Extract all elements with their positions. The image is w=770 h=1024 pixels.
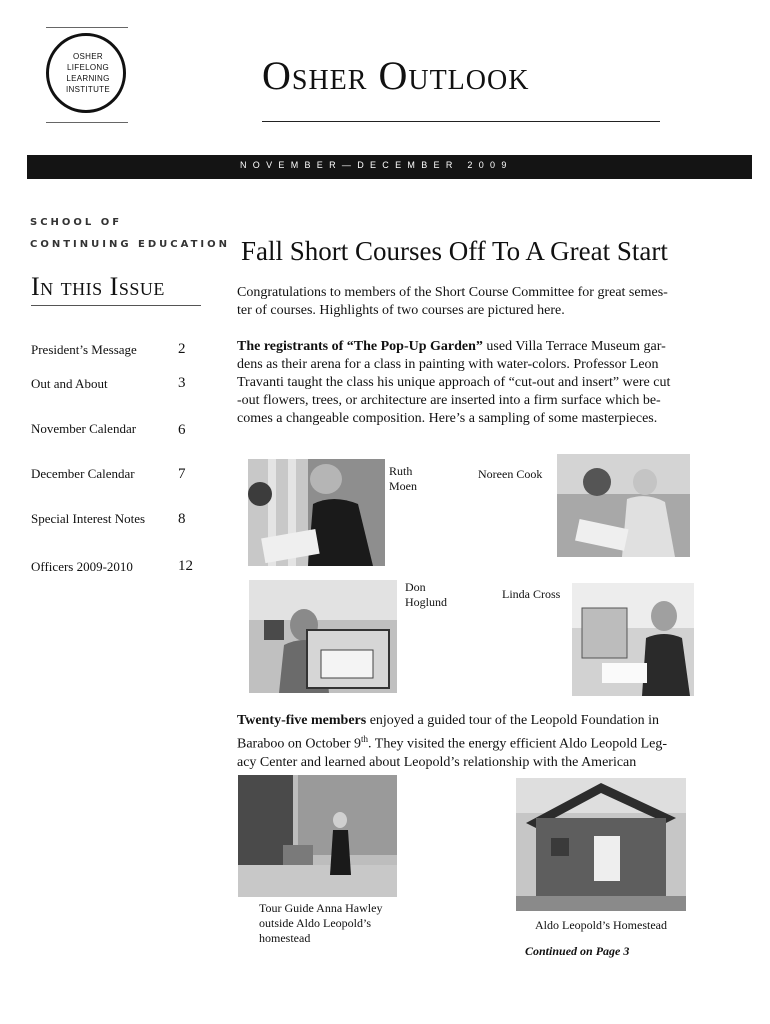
popup-garden-paragraph [237,338,711,428]
article-headline: Fall Short Courses Off To A Great Start [241,236,668,266]
toc-item-page: 6 [178,422,186,438]
text-run: . They visited the energy efficient Aldo Leopold Leg- [368,736,668,752]
school-line: CONTINUING EDUCATION [30,239,230,250]
continued-link[interactable]: Continued on Page 3 [525,944,630,958]
photo-tour-guide [238,775,397,897]
toc-item-label: December Calendar [31,466,135,481]
caption-line: Moen [389,479,417,493]
text-line: acy Center and learned about Leopold’s relationship with the American [237,754,637,770]
issue-rule [31,305,201,306]
caption-line: Don [405,580,426,594]
text-line [237,712,711,730]
text-run: Baraboo on October 9 [237,736,362,752]
text-line: ter of courses. Highlights of two courses are pictured here. [237,303,565,318]
toc-item-page: 12 [178,558,193,574]
toc-item-label: Special Interest Notes [31,511,146,526]
toc-item-page: 3 [178,375,186,391]
toc-item-page: 8 [178,511,186,527]
school-line: SCHOOL OF [30,217,123,228]
caption-homestead: Aldo Leopold’s Homestead [535,918,667,932]
caption-noreen-cook: Noreen Cook [478,467,543,481]
logo-rule-bottom [46,122,128,123]
photo-ruth-moen [248,459,385,566]
caption-ruth-moen [389,464,417,494]
text-line [237,730,711,754]
newsletter-title: Osher Outlook [262,53,530,98]
leopold-paragraph [237,712,711,772]
caption-linda-cross: Linda Cross [502,587,561,601]
text-line: Travanti taught the class his unique approach of “cut-out and insert” were cut [237,375,671,390]
text-line [237,338,711,356]
photo-leopold-homestead [516,778,686,911]
logo-line: INSTITUTE [65,85,111,94]
text-line: comes a changeable composition. Here’s a sampling of some masterpieces. [237,411,658,426]
osher-logo-text [46,51,130,95]
caption-line: Tour Guide Anna Hawley [259,901,383,915]
toc-item-label: Out and About [31,376,108,391]
logo-rule-top [46,27,128,28]
caption-tour-guide [259,901,382,946]
caption-line: outside Aldo Leopold’s [259,916,371,930]
text-line: dens as their arena for a class in painting with water-colors. Professor Leon [237,357,659,372]
toc-item-label: November Calendar [31,421,137,436]
in-this-issue-heading: In this Issue [31,272,165,301]
caption-don-hoglund [405,580,447,610]
photo-linda-cross [572,583,694,696]
toc-item-label: President’s Message [31,342,137,357]
bold-lead: The registrants of “The Pop-Up Garden” [237,339,483,354]
text-run: used Villa Terrace Museum gar- [482,339,666,354]
photo-noreen-cook [557,454,690,557]
superscript: th [361,734,369,744]
logo-line: OSHER [73,52,103,61]
masthead-rule [262,121,660,122]
toc-item-label: Officers 2009-2010 [31,559,133,574]
text-line: Congratulations to members of the Short Course Committee for great semes- [237,285,668,300]
issue-date: NOVEMBER—DECEMBER 2009 [240,160,513,170]
toc-item-page: 7 [178,466,186,482]
logo-line: LIFELONG [67,63,109,72]
caption-line: Hoglund [405,595,447,609]
toc-item-page: 2 [178,341,186,357]
bold-lead: Twenty-five members [237,713,367,728]
logo-line: LEARNING [66,74,110,83]
caption-line: homestead [259,931,311,945]
photo-don-hoglund [249,580,397,693]
text-line: -out flowers, trees, or architecture are inserted into a firm surface which be- [237,393,661,408]
text-run: enjoyed a guided tour of the Leopold Foundation in [366,713,659,728]
intro-paragraph [237,284,711,320]
school-name [30,212,230,256]
caption-line: Ruth [389,464,413,478]
